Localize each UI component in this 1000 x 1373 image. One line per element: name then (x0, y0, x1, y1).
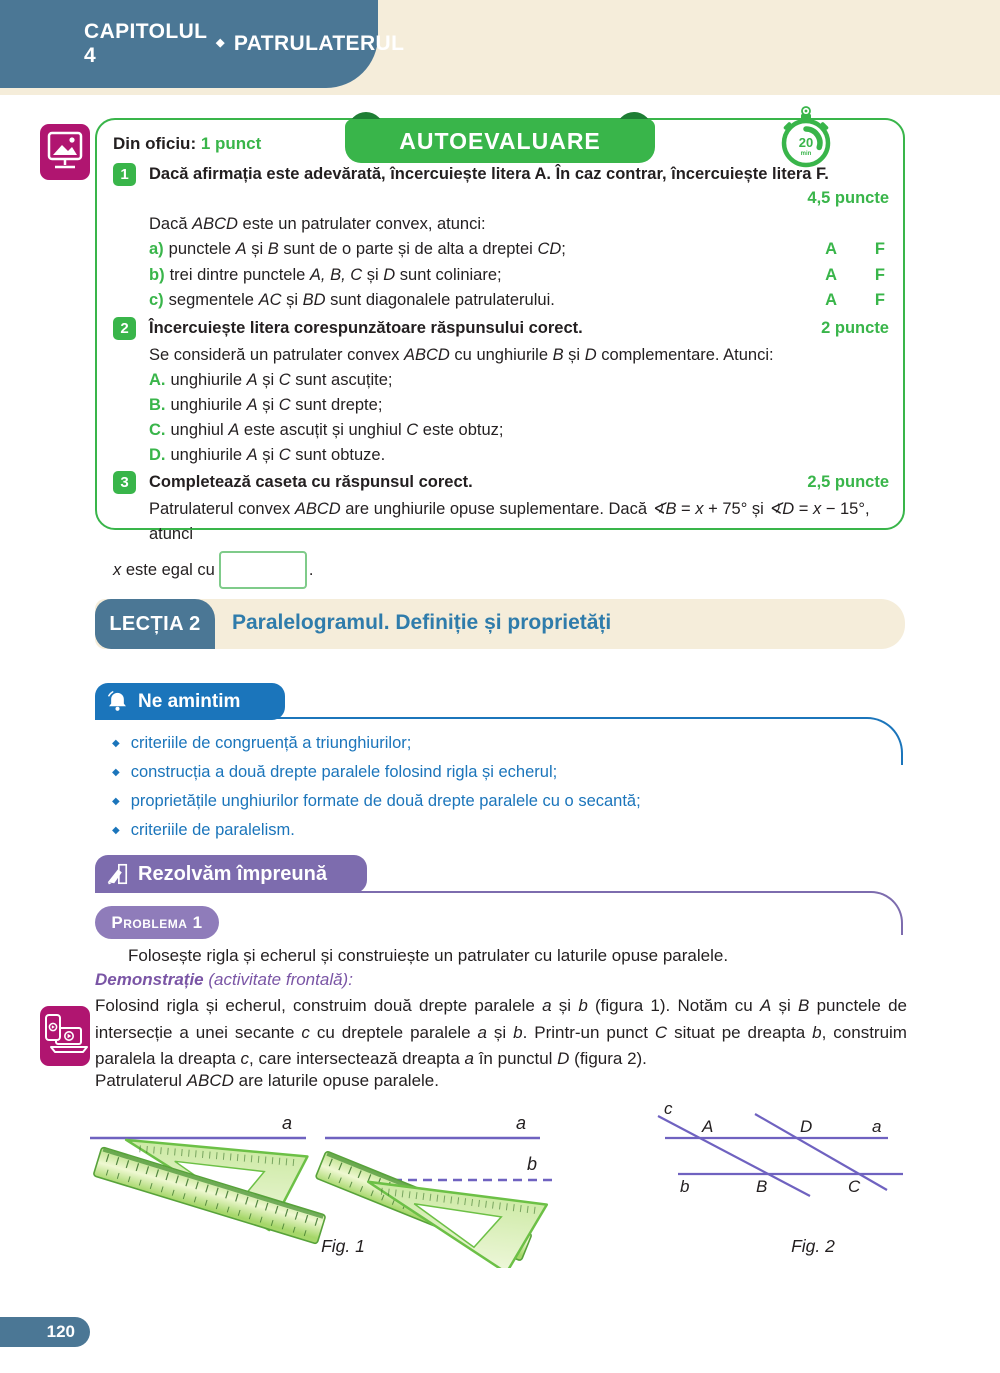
demonstration-paragraph: Folosind rigla și echerul, construim două drepte paralele a și b (figura 1). Notăm cu A și B punctele de intersecție a unei secante c cu dreptele paralele a și b. Printr-un punct C situat pe dreapta b, construim paralela la dreapta c, care intersectează dreapta a în punctul D (figura 2). (95, 996, 908, 1068)
q2-prompt-row (113, 317, 889, 343)
q2-points: 2 puncte (821, 318, 889, 337)
option-letter[interactable]: C. (149, 420, 166, 439)
answer-letter-a[interactable]: A (825, 240, 837, 258)
item-text: trei dintre punctele A, B, C și D sunt coliniare; (169, 265, 502, 284)
label-b: b (527, 1154, 538, 1174)
answer-letter-f[interactable]: F (874, 265, 885, 284)
autoevaluare-banner-wrap (345, 112, 655, 164)
option-text: unghiurile A și C sunt drepte; (170, 395, 383, 414)
diamond-icon: ◆ (216, 36, 225, 49)
q3-answer-suffix: . (308, 560, 314, 579)
chapter-label: CAPITOLUL 4 (84, 20, 207, 67)
writing-hand-icon (105, 862, 129, 886)
q3-answer-prefix: x este egal cu (113, 560, 215, 579)
option-text: unghiurile A și C sunt obtuze. (170, 445, 386, 464)
label-C: C (848, 1177, 861, 1196)
q3-text: Patrulaterul convex ABCD are unghiurile opuse suplementare. Dacă ∢B = x + 75° și ∢D = x − 15°, atunci (149, 499, 870, 543)
option-letter[interactable]: B. (149, 395, 166, 414)
fig2-caption: Fig. 2 (791, 1236, 835, 1256)
q1-prompt-row (113, 163, 889, 189)
q3-prompt: Completează caseta cu răspunsul corect. (149, 472, 473, 491)
option-letter[interactable]: A. (149, 370, 166, 389)
answer-letter-a[interactable]: A (825, 265, 837, 284)
ne-amintim-label: Ne amintim (138, 690, 241, 712)
bell-icon (105, 689, 130, 714)
item-label: b) (149, 265, 165, 284)
list-item (112, 788, 902, 817)
recall-list (112, 730, 902, 846)
bullet-diamond-icon: ◆ (112, 796, 120, 807)
label-a-right: a (516, 1113, 527, 1133)
q1-intro: Dacă ABCD este un patrulater convex, atunci: (149, 215, 486, 233)
q1-prompt: Dacă afirmația este adevărată, încercuiește litera A. În caz contrar, încercuiește litera F. (149, 165, 829, 183)
conclusion-paragraph: Patrulaterul ABCD are laturile opuse paralele. (95, 1071, 439, 1090)
item-label: c) (149, 291, 164, 309)
label-c: c (664, 1102, 673, 1118)
timer-unit: min (800, 151, 812, 157)
answer-letter-f[interactable]: F (874, 291, 885, 309)
page-number: 120 (0, 1317, 90, 1347)
label-a: a (872, 1117, 882, 1136)
label-A: A (702, 1117, 714, 1136)
list-item-text: proprietățile unghiurilor formate de două drepte paralele cu o secantă; (130, 792, 641, 810)
answer-letter-a[interactable]: A (825, 291, 837, 309)
bullet-diamond-icon: ◆ (112, 767, 120, 778)
problema-1-badge: Problema 1 (95, 906, 219, 939)
answer-box[interactable] (219, 551, 307, 589)
list-item-text: criteriile de paralelism. (130, 821, 295, 839)
q1-item-c (113, 288, 889, 314)
list-item (112, 730, 902, 759)
label-b: b (680, 1177, 690, 1196)
problem-statement: Folosește rigla și echerul și construiește un patrulater cu laturile opuse paralele. (128, 946, 729, 965)
list-item-text: criteriile de congruență a triunghiurilor; (130, 734, 412, 752)
fig1-caption: Fig. 1 (321, 1236, 365, 1256)
bullet-diamond-icon: ◆ (112, 738, 120, 749)
list-item-text: construcția a două drepte paralele folosind rigla și echerul; (130, 763, 558, 781)
din-oficiu-label: Din oficiu: (113, 134, 197, 153)
chapter-header (0, 0, 405, 88)
option-text: unghiurile A și C sunt ascuțite; (170, 370, 393, 389)
q2-number-badge: 2 (113, 317, 136, 340)
item-label: a) (149, 240, 164, 258)
answer-letter-f[interactable]: F (874, 240, 885, 258)
q3-answer-line (113, 551, 889, 593)
option-text: unghiul A este ascuțit și unghiul C este obtuz; (170, 420, 504, 439)
list-item (112, 759, 902, 788)
q3-points: 2,5 puncte (807, 472, 889, 491)
timer-value: 20 (798, 135, 814, 150)
label-a-left: a (282, 1113, 293, 1133)
timer-icon (778, 102, 834, 168)
q2-prompt: Încercuiește litera corespunzătoare răspunsului corect. (149, 318, 583, 337)
din-oficiu-value: 1 punct (200, 134, 262, 153)
fig2-illustration (650, 1102, 910, 1210)
q1-points: 4,5 puncte (807, 189, 889, 207)
demonstratie-header: Demonstrație (activitate frontală): (95, 970, 353, 989)
q1-item-b (113, 263, 889, 289)
item-text: segmentele AC și BD sunt diagonalele patrulaterului. (168, 291, 555, 309)
list-item (112, 817, 902, 846)
q2-option-C (113, 418, 889, 443)
q3-number-badge: 3 (113, 471, 136, 494)
q2-option-D (113, 443, 889, 468)
bullet-diamond-icon: ◆ (112, 825, 120, 836)
autoevaluare-box (95, 118, 905, 579)
ne-amintim-header (95, 683, 285, 720)
autoevaluare-banner: AUTOEVALUARE (345, 119, 655, 163)
rezolvam-label: Rezolvăm împreună (138, 862, 327, 885)
label-B: B (756, 1177, 768, 1196)
chapter-title: PATRULATERUL (233, 32, 405, 55)
q3-prompt-row (113, 471, 889, 497)
lesson-badge: LECȚIA 2 (95, 599, 215, 649)
q2-intro: Se consideră un patrulater convex ABCD cu unghiurile B și D complementare. Atunci: (149, 345, 774, 364)
screen-image-icon (40, 124, 90, 180)
q1-number-badge: 1 (113, 163, 136, 186)
option-letter[interactable]: D. (149, 445, 166, 464)
video-devices-icon (40, 1006, 90, 1066)
q1-item-a (113, 237, 889, 263)
q2-option-B (113, 393, 889, 418)
q2-option-A (113, 368, 889, 393)
rezolvam-header (95, 855, 367, 893)
lesson-title: Paralelogramul. Definiție și proprietăți (232, 611, 612, 634)
label-D: D (800, 1117, 813, 1136)
item-text: punctele A și B sunt de o parte și de alta a dreptei CD; (168, 240, 566, 258)
